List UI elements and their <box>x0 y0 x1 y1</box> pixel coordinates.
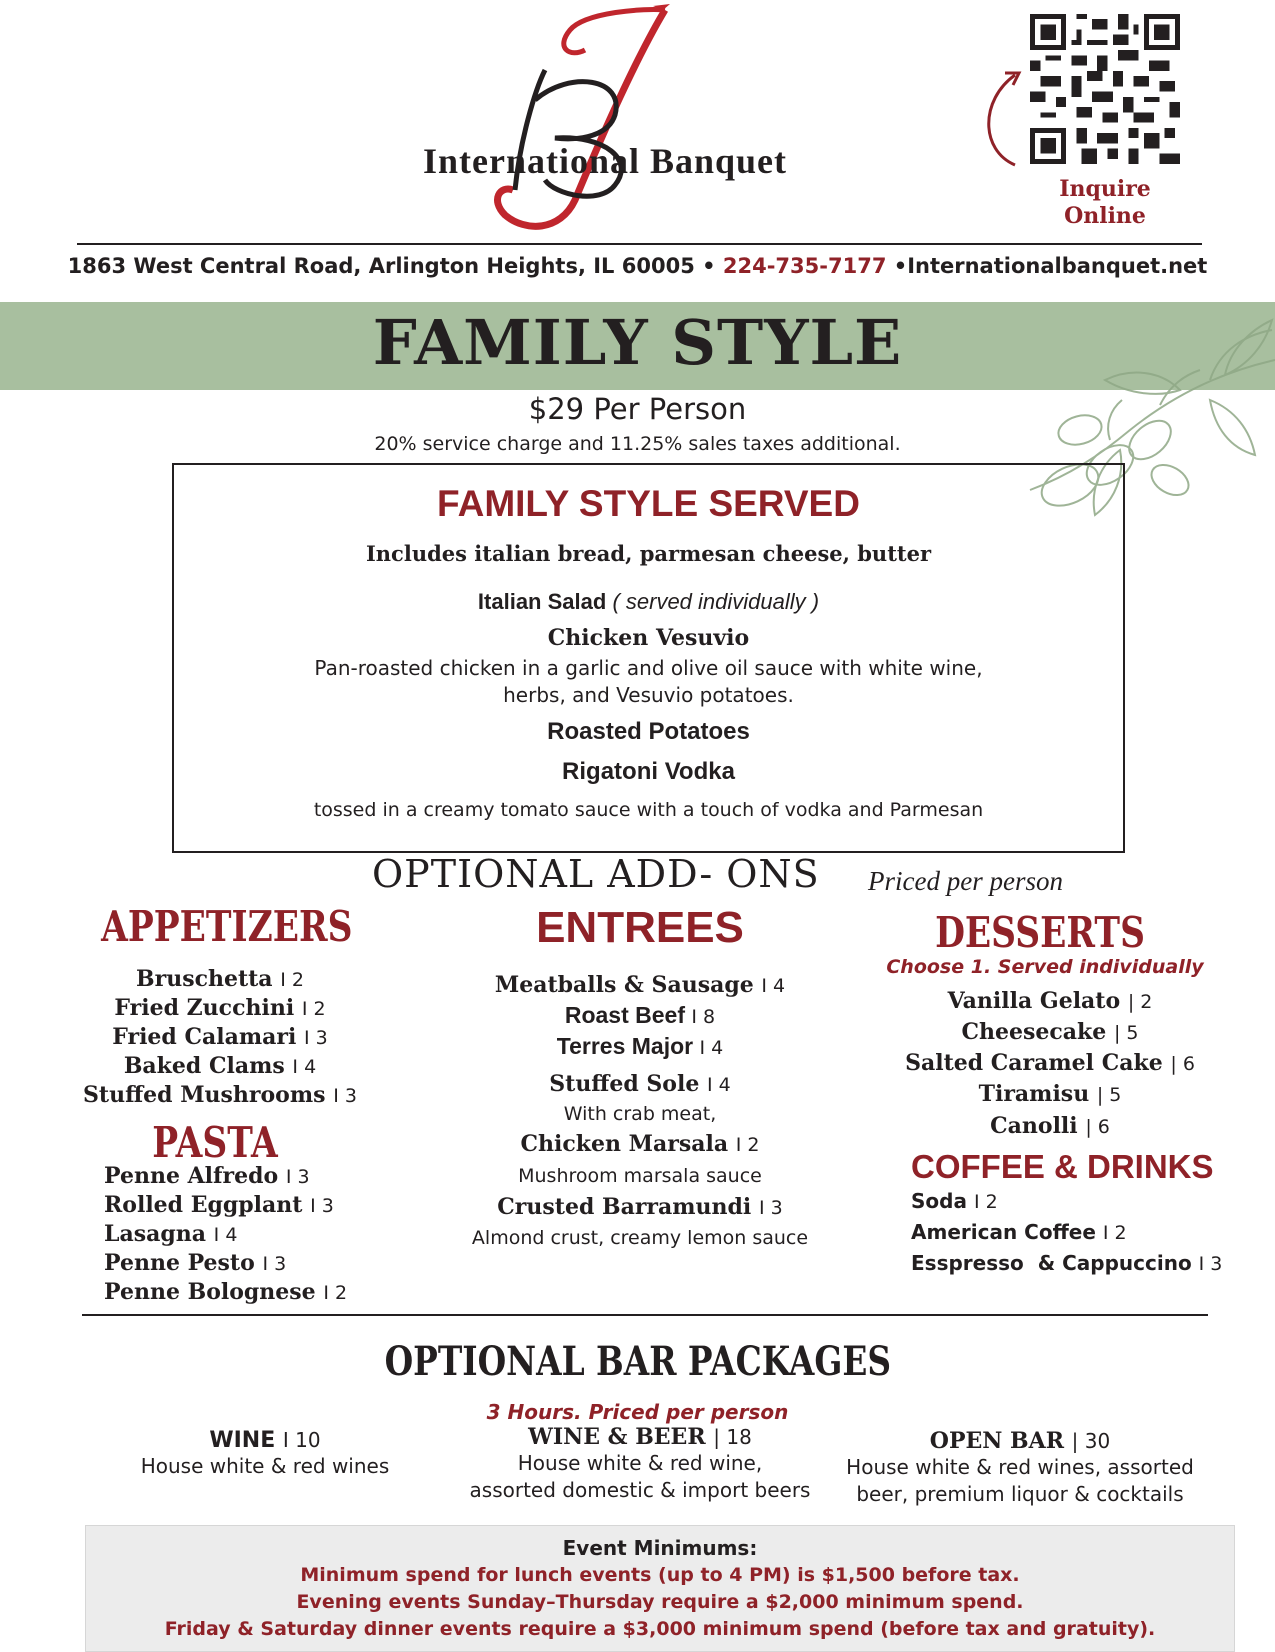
bar-packages-note: 3 Hours. Priced per person <box>486 1400 789 1424</box>
brand-name: International Banquet <box>422 141 788 181</box>
list-item <box>420 970 860 1001</box>
list-item <box>420 1191 860 1224</box>
package-price: I 10 <box>282 1428 321 1452</box>
desserts-note: Choose 1. Served individually <box>886 956 1204 978</box>
list-item <box>911 1217 1251 1248</box>
qr-code-icon[interactable] <box>1030 14 1180 164</box>
item-price: | 6 <box>1085 1116 1110 1138</box>
family-style-served-box <box>172 463 1125 853</box>
item-name: Penne Bolognese <box>104 1279 316 1305</box>
item-name: Cheesecake <box>961 1019 1107 1045</box>
item-price: I 4 <box>699 1037 724 1059</box>
item-name: Baked Clams <box>123 1053 285 1079</box>
package-name <box>460 1424 820 1450</box>
list-item <box>890 986 1210 1017</box>
list-item <box>60 1052 380 1081</box>
list-item <box>420 1001 860 1032</box>
item-name: Terres Major <box>556 1033 694 1059</box>
list-item <box>890 1017 1210 1048</box>
inquire-line-2: Online <box>1064 203 1146 229</box>
item-description: Almond crust, creamy lemon sauce <box>471 1227 809 1249</box>
package-name <box>125 1428 405 1453</box>
separator: • <box>702 254 716 278</box>
item-name: Esspresso & Cappuccino <box>911 1251 1192 1275</box>
list-item <box>104 1278 364 1307</box>
website-link[interactable]: Internationalbanquet.net <box>907 254 1208 278</box>
addons-title: OPTIONAL ADD- ONS <box>372 852 820 896</box>
minimum-line: Evening events Sunday–Thursday require a $2,000 minimum spend. <box>296 1591 1024 1613</box>
package-desc: beer, premium liquor & cocktails <box>856 1482 1184 1506</box>
item-name: Penne Alfredo <box>104 1163 279 1189</box>
item-name: Vanilla Gelato <box>947 988 1121 1014</box>
item-price: I 3 <box>310 1195 334 1217</box>
pasta-list <box>104 1162 364 1307</box>
item-price: | 6 <box>1170 1053 1195 1075</box>
minimum-line: Minimum spend for lunch events (up to 4 PM) is $1,500 before tax. <box>300 1564 1020 1586</box>
entree-name: Chicken Vesuvio <box>547 625 750 651</box>
pasta-title: PASTA <box>152 1118 278 1167</box>
item-price: I 2 <box>973 1191 998 1213</box>
item-price: I 2 <box>1102 1222 1127 1244</box>
item-price: I 4 <box>707 1074 731 1096</box>
package-price: | 18 <box>713 1425 752 1449</box>
package-name <box>840 1428 1200 1454</box>
desserts-list <box>890 986 1210 1143</box>
list-item <box>420 1069 860 1100</box>
list-item <box>890 1110 1210 1143</box>
item-name: Canolli <box>990 1113 1078 1139</box>
minimums-title: Event Minimums: <box>562 1536 758 1560</box>
bar-package-open-bar <box>840 1428 1200 1508</box>
entree-desc-line-2: herbs, and Vesuvio potatoes. <box>503 683 794 707</box>
address: 1863 West Central Road, Arlington Heights, IL 60005 <box>67 254 695 278</box>
includes-note: Includes italian bread, parmesan cheese, butter <box>365 541 932 566</box>
list-item <box>890 1048 1210 1079</box>
item-price: I 2 <box>323 1282 348 1304</box>
item-name: Rolled Eggplant <box>104 1192 303 1218</box>
item-price: I 2 <box>301 998 326 1020</box>
package-desc: assorted domestic & import beers <box>469 1478 811 1502</box>
item-name: Roast Beef <box>564 1002 686 1028</box>
item-price: I 8 <box>691 1006 716 1028</box>
list-item <box>60 1023 380 1052</box>
item-description: Mushroom marsala sauce <box>518 1165 762 1187</box>
price-per-person: $29 Per Person <box>528 392 747 426</box>
item-name: Chicken Marsala <box>520 1131 729 1157</box>
bar-package-wine-beer <box>460 1424 820 1504</box>
event-minimums-box <box>85 1525 1235 1652</box>
item-price: I 3 <box>333 1085 357 1107</box>
item-name: Lasagna <box>104 1221 206 1247</box>
page-title: FAMILY STYLE <box>372 306 903 379</box>
desserts-title: DESSERTS <box>935 908 1145 957</box>
bar-packages-title <box>0 1338 1275 1385</box>
list-item <box>420 1128 860 1161</box>
entrees-title: ENTREES <box>536 903 744 952</box>
list-item <box>420 1032 860 1063</box>
item-name: Fried Calamari <box>112 1024 297 1050</box>
separator: • <box>893 254 908 278</box>
entrees-list <box>420 970 860 1252</box>
item-price: I 3 <box>285 1166 310 1188</box>
item-name: Bruschetta <box>136 966 273 992</box>
item-price: | 5 <box>1113 1022 1139 1044</box>
pasta-description: tossed in a creamy tomato sauce with a touch of vodka and Parmesan <box>313 799 984 821</box>
item-price: I 4 <box>761 975 786 997</box>
appetizers-title: APPETIZERS <box>101 902 353 951</box>
pasta-name: Rigatoni Vodka <box>562 758 735 785</box>
addons-subtitle: Priced per person <box>868 866 1063 896</box>
list-item <box>911 1186 1251 1217</box>
list-item <box>60 965 380 994</box>
list-item <box>104 1220 364 1249</box>
inquire-online-link[interactable] <box>1040 176 1170 230</box>
drinks-list <box>911 1186 1251 1279</box>
entree-description <box>174 655 1123 709</box>
item-price: I 3 <box>758 1197 783 1219</box>
list-item <box>104 1249 364 1278</box>
item-price: I 2 <box>735 1134 760 1156</box>
bar-title-text: OPTIONAL BAR PACKAGES <box>384 1338 891 1385</box>
salad-name: Italian Salad <box>477 589 607 614</box>
entree-desc-line-1: Pan-roasted chicken in a garlic and olive oil sauce with white wine, <box>314 656 983 680</box>
section-divider <box>82 1314 1208 1316</box>
charges-note: 20% service charge and 11.25% sales taxes additional. <box>374 433 901 455</box>
item-name: Salted Caramel Cake <box>905 1050 1163 1076</box>
item-description: With crab meat, <box>563 1103 717 1125</box>
list-item <box>890 1079 1210 1110</box>
item-name: Soda <box>911 1189 967 1213</box>
item-name: Meatballs & Sausage <box>494 972 754 998</box>
ib-logo <box>395 0 815 240</box>
salad-note: ( served individually ) <box>612 589 820 614</box>
served-title: FAMILY STYLE SERVED <box>437 483 860 524</box>
item-price: | 5 <box>1096 1084 1122 1106</box>
package-desc: House white & red wines, assorted <box>846 1455 1194 1479</box>
item-price: | 2 <box>1127 991 1153 1013</box>
item-price: I 3 <box>304 1027 328 1049</box>
package-label: WINE & BEER <box>528 1424 706 1450</box>
salad-item <box>174 589 1123 615</box>
minimum-line: Friday & Saturday dinner events require a $3,000 minimum spend (before tax and gratuity). <box>164 1618 1156 1640</box>
list-item <box>911 1248 1251 1279</box>
item-name: Stuffed Sole <box>549 1071 700 1097</box>
item-name: American Coffee <box>911 1220 1096 1244</box>
list-item <box>60 1081 380 1110</box>
package-desc: House white & red wine, <box>517 1451 763 1475</box>
contact-line <box>0 254 1275 278</box>
appetizers-list <box>60 965 380 1110</box>
arrow-icon <box>975 65 1035 175</box>
list-item <box>60 994 380 1023</box>
item-price: I 4 <box>292 1056 317 1078</box>
item-name: Crusted Barramundi <box>497 1194 752 1220</box>
item-name: Fried Zucchini <box>114 995 295 1021</box>
bar-package-wine <box>125 1428 405 1480</box>
item-price: I 3 <box>1198 1253 1223 1275</box>
item-price: I 4 <box>213 1224 238 1246</box>
item-name: Tiramisu <box>978 1081 1090 1107</box>
phone-link[interactable]: 224-735-7177 <box>722 254 887 278</box>
list-item <box>104 1191 364 1220</box>
package-label: OPEN BAR <box>929 1428 1064 1454</box>
item-name: Stuffed Mushrooms <box>83 1082 326 1108</box>
drinks-title: COFFEE & DRINKS <box>911 1148 1214 1185</box>
item-name: Penne Pesto <box>104 1250 255 1276</box>
package-price: | 30 <box>1071 1429 1111 1453</box>
item-price: I 2 <box>280 969 304 991</box>
item-price: I 3 <box>262 1253 287 1275</box>
package-desc: House white & red wines <box>140 1454 390 1478</box>
package-label: WINE <box>209 1428 276 1453</box>
list-item <box>104 1162 364 1191</box>
inquire-line-1: Inquire <box>1059 176 1151 202</box>
side-name: Roasted Potatoes <box>547 718 750 745</box>
header-divider <box>77 243 1202 245</box>
